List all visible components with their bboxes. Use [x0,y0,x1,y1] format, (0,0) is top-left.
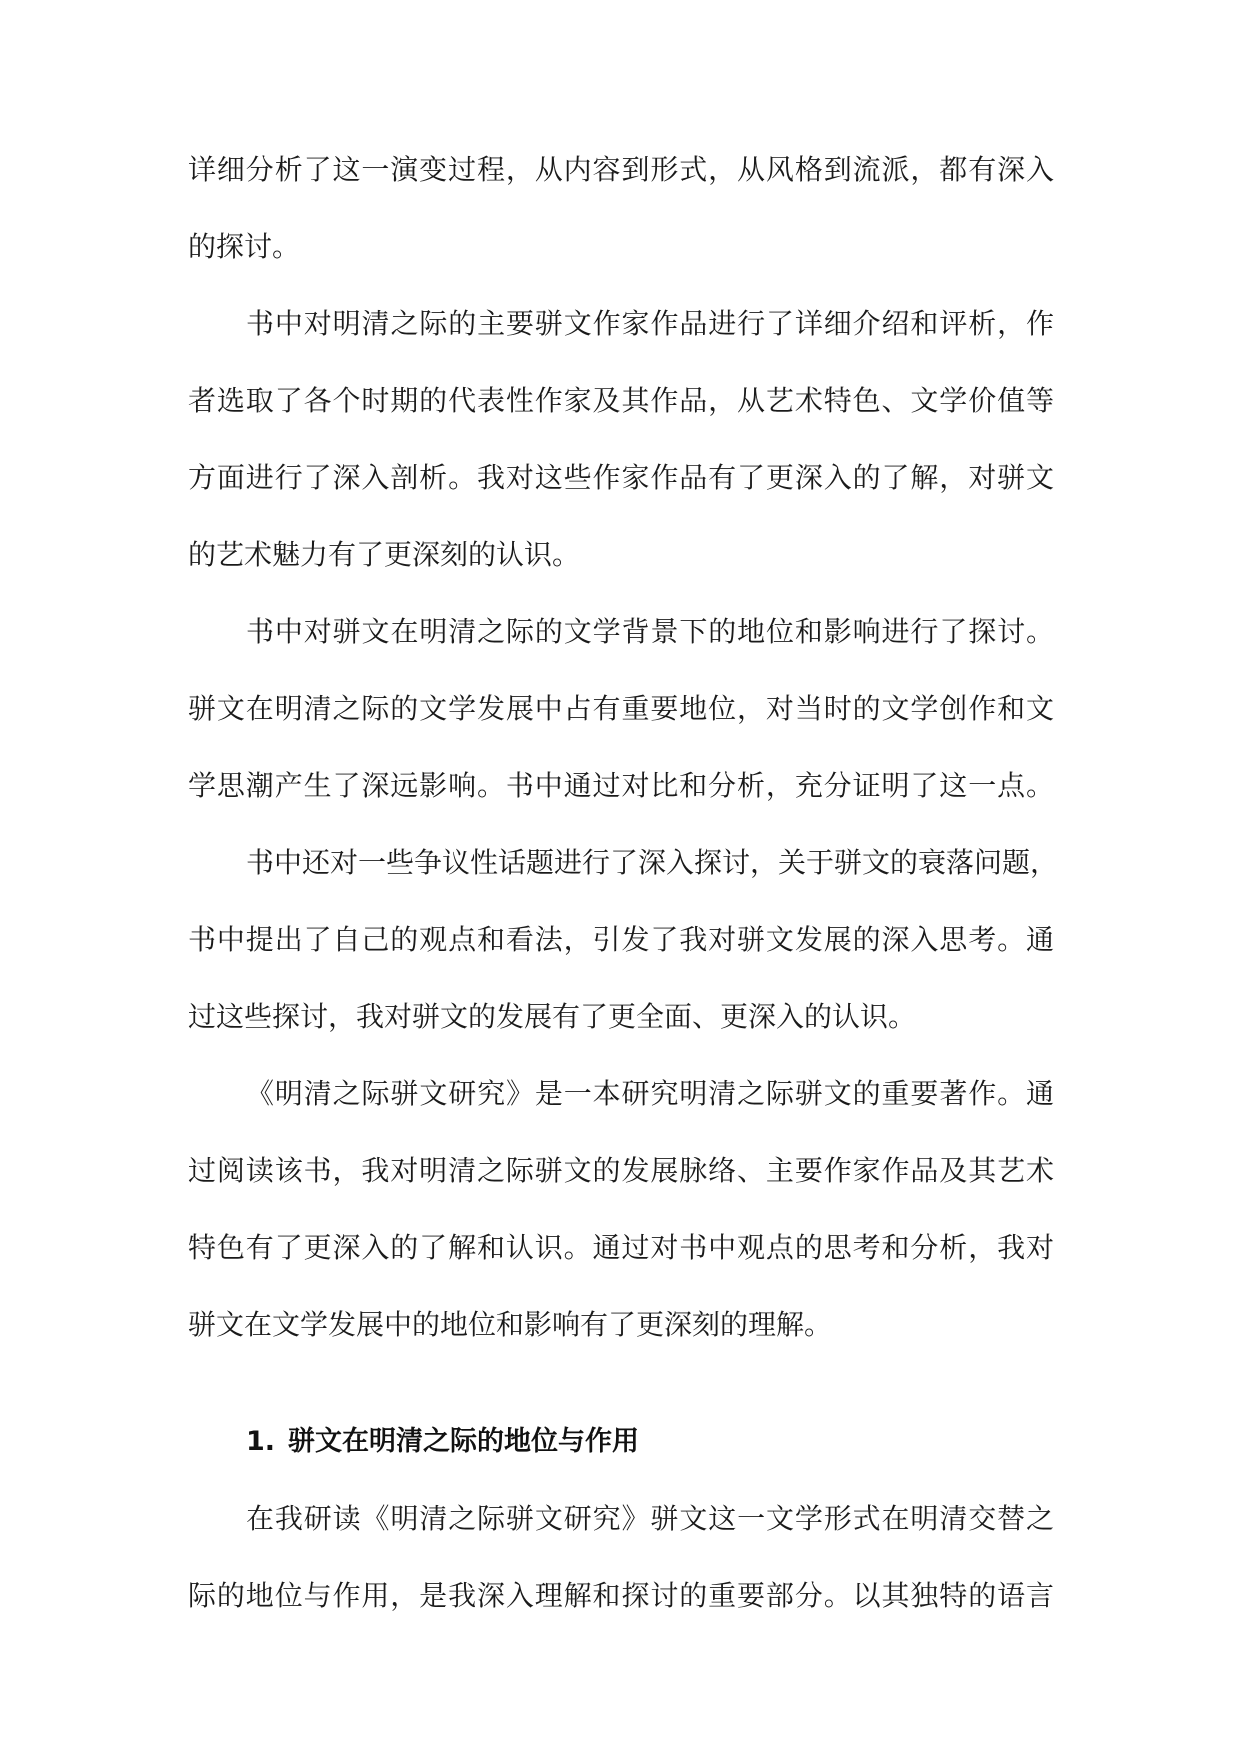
paragraph-5 [188,1062,1054,1370]
text-line: 书中提出了自己的观点和看法，引发了我对骈文发展的深入思考。通 [188,923,1054,956]
text-line: 《明清之际骈文研究》是一本研究明清之际骈文的重要著作。通 [246,1077,1054,1110]
text-line: 过阅读该书，我对明清之际骈文的发展脉络、主要作家作品及其艺术 [188,1154,1054,1187]
text-line: 过这些探讨，我对骈文的发展有了更全面、更深入的认识。 [188,1000,917,1033]
document-body [188,138,1059,1641]
text-line: 特色有了更深入的了解和认识。通过对书中观点的思考和分析，我对 [188,1231,1054,1264]
text-line: 者选取了各个时期的代表性作家及其作品，从艺术特色、文学价值等 [188,384,1054,417]
text-line: 际的地位与作用，是我深入理解和探讨的重要部分。以其独特的语言 [188,1579,1054,1612]
section-title: 骈文在明清之际的地位与作用 [288,1426,639,1457]
text-line: 骈文在明清之际的文学发展中占有重要地位，对当时的文学创作和文 [188,692,1054,725]
text-line: 学思潮产生了深远影响。书中通过对比和分析，充分证明了这一点。 [188,769,1054,802]
text-line: 方面进行了深入剖析。我对这些作家作品有了更深入的了解，对骈文 [188,461,1054,494]
paragraph-2 [188,292,1054,600]
text-line: 详细分析了这一演变过程，从内容到形式，从风格到流派，都有深入 [188,153,1054,186]
paragraph-1 [188,138,1054,292]
text-line: 书中对骈文在明清之际的文学背景下的地位和影响进行了探讨。 [246,615,1054,648]
section-number: 1. [246,1426,276,1457]
text-line: 的艺术魅力有了更深刻的认识。 [188,538,581,571]
text-line: 在我研读《明清之际骈文研究》骈文这一文学形式在明清交替之 [246,1502,1054,1535]
paragraph-4 [188,831,1059,1062]
text-line: 书中对明清之际的主要骈文作家作品进行了详细介绍和评析，作 [246,307,1054,340]
text-line: 书中还对一些争议性话题进行了深入探讨，关于骈文的衰落问题， [246,846,1059,879]
paragraph-6 [188,1487,1054,1641]
section-heading [188,1410,1054,1487]
text-line: 骈文在文学发展中的地位和影响有了更深刻的理解。 [188,1308,833,1341]
text-line: 的探讨。 [188,230,301,263]
paragraph-3 [188,600,1054,831]
